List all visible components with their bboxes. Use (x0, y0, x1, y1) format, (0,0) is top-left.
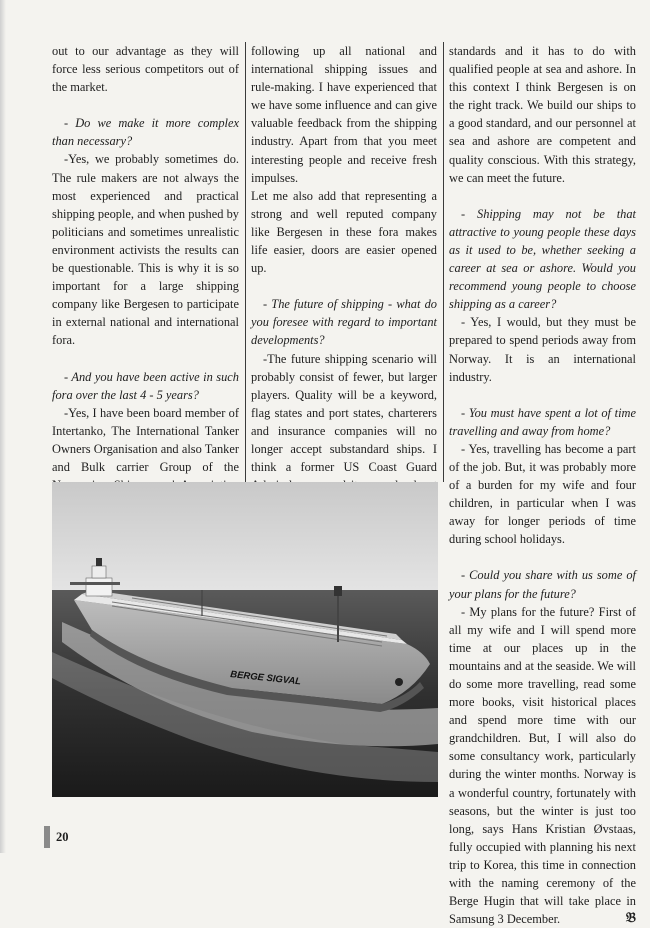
interview-answer: -Yes, I have been board member of Intertanko, The International Tanker Owners Organisation and also Tanker and Bulk carrier Group of the (52, 405, 239, 474)
paragraph: Let me also add that representing a strong and well reputed company like Bergesen in these fora makes life easier, doors are easier opened up. (251, 188, 437, 276)
end-of-article-mark: 𝔅 (625, 911, 636, 927)
interview-answer: - Yes, travelling has become a part of the job. But, it was probably more of a burden for my wife and four children, in particular when I was away for longer periods of time during school holidays. (449, 441, 636, 547)
interview-question: - Could you share with us some of your plans for the future? (449, 568, 636, 601)
page-edge-shadow (0, 0, 6, 853)
interview-question: - And you have been active in such fora over the last 4 - 5 years? (52, 369, 239, 402)
interview-question: - You must have spent a lot of time travelling and away from home? (449, 405, 636, 438)
paragraph: standards and it has to do with qualified people at sea and ashore. In this context I think Bergesen is on the right track. We build our ships to a good standard, and our personnel at sea and ashore are competent and quality conscious. With this strategy, we can meet the future. (449, 44, 636, 185)
column-divider (245, 42, 246, 484)
page-folio (44, 826, 69, 848)
answer-text: - My plans for the future? First of all my wife and I will spend more time at our places up in the mountains and at the seaside. We will do some more travelling, read some more books, visit historical places and spend more time with our grandchildren. But, I will also do some consultancy work, particularly during the winter months. Norway is a wonderful country, fortunately with seasons, but the winter is just too long, says Hans Kristian Øvstaas, fully occupied with planning his next trip to Korea, this time in connection with the naming ceremony of the Berge Hugin that will take place in Samsung 3 December. (449, 604, 636, 927)
interview-question: - Shipping may not be that attractive to young people these days as it used to be, whether seeking a career at sea or ashore. Would you recommend young people to choose shipping as a career? (449, 206, 636, 312)
interview-answer (449, 603, 636, 928)
interview-answer: -Yes, we probably sometimes do. The rule makers are not always the most experienced and practical shipping people, and when pushed by politicians and sometimes unrealistic environment activists the results can be questionable. This is why it is so important for a large shipping company like Bergesen to participate in external national and international fora. (52, 152, 239, 348)
page-number: 20 (56, 829, 69, 844)
paragraph: following up all national and international shipping issues and rule-making. I have experienced that we have some influence and can give valuable feedback from the shipping industry. Apart from that you meet interesting people and receive fresh impulses. (251, 44, 437, 185)
interview-question: - Do we make it more complex than necessary? (52, 116, 239, 149)
interview-answer: - Yes, I would, but they must be prepared to spend periods away from Norway. It is an international industry. (449, 315, 636, 384)
interview-question: - The future of shipping - what do you foresee with regard to important developments? (251, 297, 437, 348)
paragraph: out to our advantage as they will force less serious competitors out of the market. (52, 44, 239, 95)
interview-answer: -The future shipping scenario will probably consist of fewer, but larger players. Quality will be a keyword, flag states and port states, charterers and insurance companies will no longer accept substandard ships. I think a former US Coast Guard (251, 351, 437, 475)
folio-marker (44, 826, 50, 848)
tanker-photo (52, 482, 438, 797)
column-divider (443, 42, 444, 482)
article-column-3 (449, 42, 636, 928)
ship-name-label: BERGE SIGVAL (229, 669, 302, 688)
